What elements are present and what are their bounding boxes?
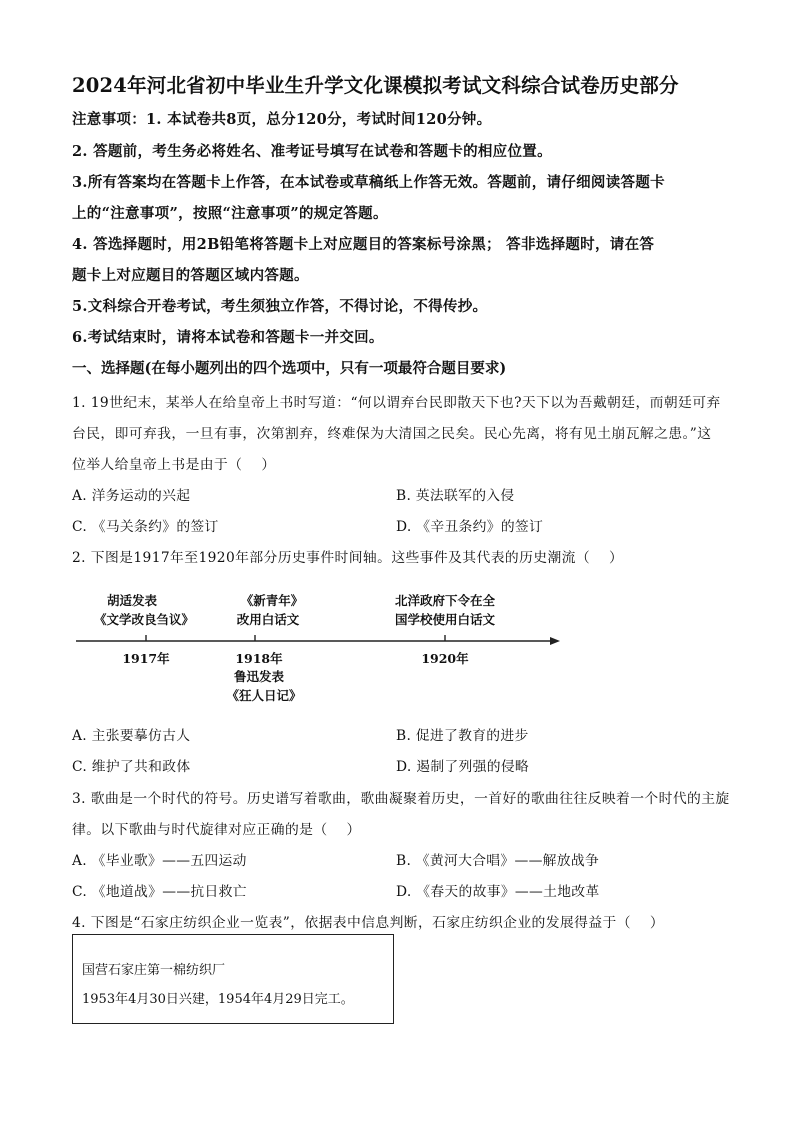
notes-line-4: 上的“注意事项”，按照“注意事项”的规定答题。 [72,205,388,222]
event-1918-bottom-line-2: 《狂人日记》 [226,688,302,703]
event-1917-line-1: 胡适发表 [106,593,158,608]
q2-option-c[interactable]: C. 维护了共和政体 [72,759,191,775]
q1-stem-line-1: 1. 19世纪末，某举人在给皇帝上书时写道：“何以谓弃台民即散天下也?天下以为吾戴朝廷，而朝廷可弃 [72,395,721,411]
page-title: 2024年河北省初中毕业生升学文化课模拟考试文科综合试卷历史部分 [72,74,679,97]
event-1918-top-line-2: 改用白话文 [236,612,300,627]
enterprise-table [72,934,394,1024]
table-row-dates: 1953年4月30日兴建，1954年4月29日完工。 [82,992,354,1007]
event-1920-line-2: 国学校使用白话文 [394,612,496,627]
event-1918-bottom-line-1: 鲁迅发表 [233,669,285,684]
q3-option-b[interactable]: B. 《黄河大合唱》——解放战争 [396,853,600,869]
q2-option-b[interactable]: B. 促进了教育的进步 [396,728,529,744]
notes-line-7: 5.文科综合开卷考试，考生须独立作答，不得讨论，不得传抄。 [72,298,488,315]
q1-stem-line-2: 台民，即可弃我，一旦有事，次第割弃，终难保为大清国之民矣。民心先离，将有见土崩瓦解之患。”这 [72,426,712,442]
table-row-name: 国营石家庄第一棉纺织厂 [82,963,226,978]
notes-line-1: 注意事项：1. 本试卷共8页，总分120分，考试时间120分钟。 [72,111,492,128]
notes-line-3: 3.所有答案均在答题卡上作答，在本试卷或草稿纸上作答无效。答题前，请仔细阅读答题卡 [72,174,665,191]
year-1918: 1918年 [235,651,283,666]
notes-line-5: 4. 答选择题时，用2B铅笔将答题卡上对应题目的答案标号涂黑； 答非选择题时，请在答 [72,236,655,253]
event-1917-line-2: 《文学改良刍议》 [93,612,195,627]
q3-option-c[interactable]: C. 《地道战》——抗日救亡 [72,884,247,900]
q4-stem: 4. 下图是“石家庄纺织企业一览表”，依据表中信息判断，石家庄纺织企业的发展得益于（ ） [72,915,665,931]
q1-stem-line-3: 位举人给皇帝上书是由于（ ） [72,457,276,473]
q1-option-d[interactable]: D. 《辛丑条约》的签订 [396,519,544,535]
q3-stem-line-1: 3. 歌曲是一个时代的符号。历史谱写着歌曲，歌曲凝聚着历史，一首好的歌曲往往反映着一个时代的主旋 [72,791,730,807]
q3-stem-line-2: 律。以下歌曲与时代旋律对应正确的是（ ） [72,822,361,838]
notes-line-6: 题卡上对应题目的答题区域内答题。 [72,267,309,284]
event-1920-line-1: 北洋政府下令在全 [394,593,496,608]
q1-option-c[interactable]: C. 《马关条约》的签订 [72,519,219,535]
section-heading: 一、选择题(在每小题列出的四个选项中，只有一项最符合题目要求) [72,360,507,377]
timeline-arrowhead [550,637,560,645]
q1-option-b[interactable]: B. 英法联军的入侵 [396,488,515,504]
q3-option-d[interactable]: D. 《春天的故事》——土地改革 [396,884,600,900]
notes-line-2: 2. 答题前，考生务必将姓名、准考证号填写在试卷和答题卡的相应位置。 [72,143,552,160]
q1-option-a[interactable]: A. 洋务运动的兴起 [72,488,191,504]
q2-option-a[interactable]: A. 主张要摹仿古人 [72,728,191,744]
event-1918-top-line-1: 《新青年》 [240,593,304,608]
q2-stem: 2. 下图是1917年至1920年部分历史事件时间轴。这些事件及其代表的历史潮流（ ） [72,550,624,566]
q3-option-a[interactable]: A. 《毕业歌》——五四运动 [72,853,247,869]
notes-line-8: 6.考试结束时，请将本试卷和答题卡一并交回。 [72,329,384,346]
q2-option-d[interactable]: D. 遏制了列强的侵略 [396,759,530,775]
timeline-diagram [72,585,572,710]
year-1917: 1917年 [122,651,170,666]
year-1920: 1920年 [421,651,469,666]
